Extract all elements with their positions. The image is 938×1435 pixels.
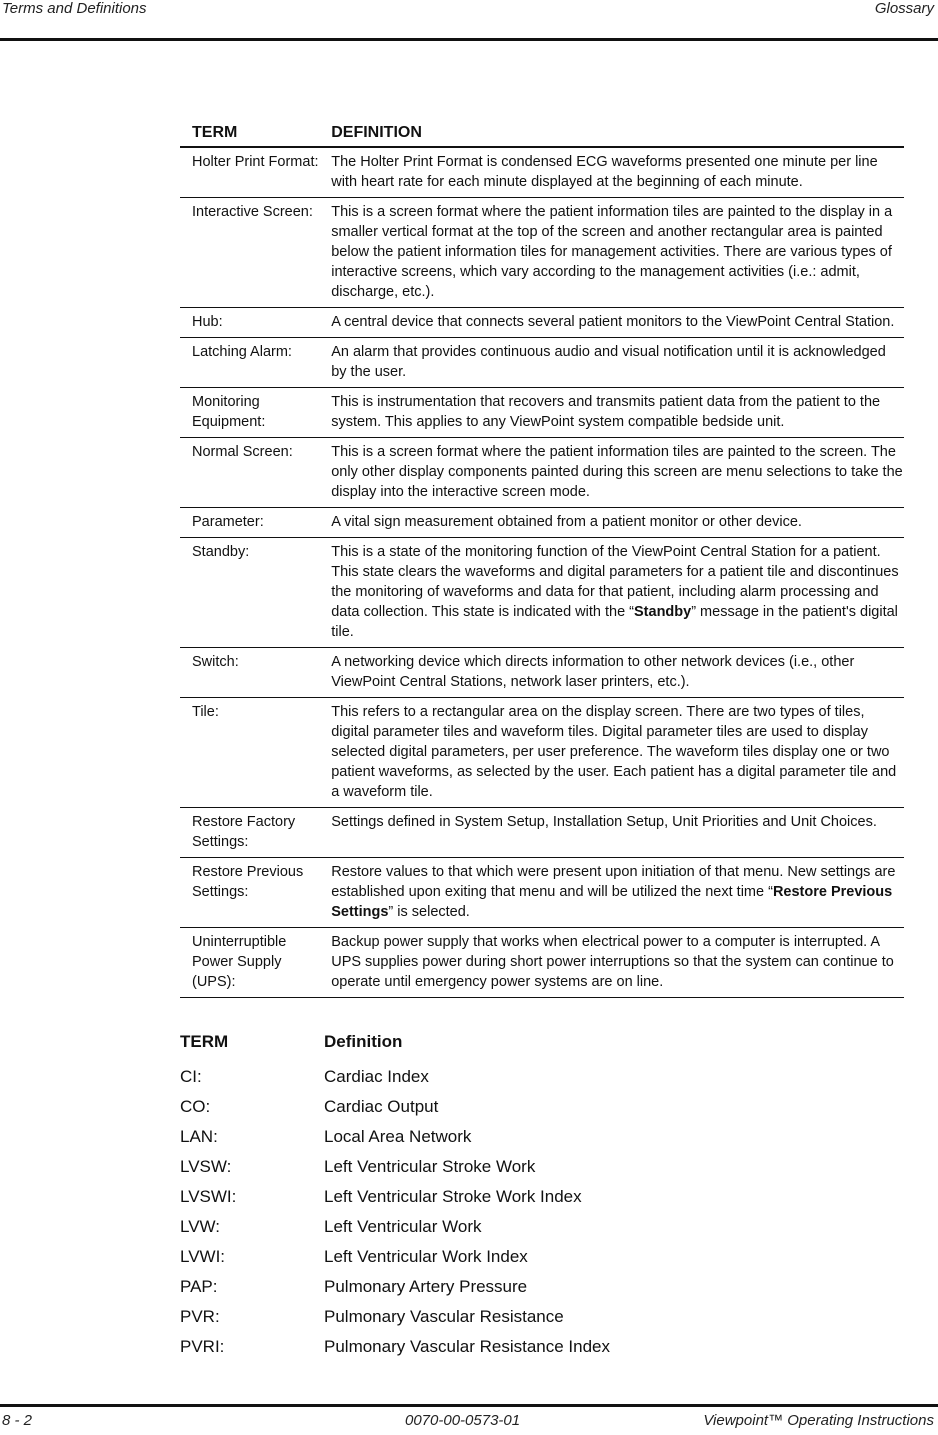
- glossary-definition-heading: DEFINITION: [319, 122, 904, 147]
- glossary-table: [180, 122, 904, 998]
- abbreviation-table: [180, 1030, 900, 1362]
- glossary-row: [180, 858, 904, 928]
- glossary-row: [180, 147, 904, 198]
- document-number: 0070-00-0573-01: [405, 1412, 521, 1429]
- abbreviation-definition: Left Ventricular Stroke Work Index: [324, 1187, 582, 1206]
- abbreviation-definition: Pulmonary Vascular Resistance: [324, 1307, 564, 1326]
- manual-title: Viewpoint™ Operating Instructions: [703, 1412, 934, 1429]
- abbreviation-header-row: [180, 1030, 900, 1062]
- glossary-term: Hub:: [180, 308, 319, 338]
- glossary-definition: This refers to a rectangular area on the display screen. There are two types of tiles, digital parameter tiles and waveform tiles. Digital parameter tiles are used to display selected digital parameters, per user preference. The waveform tiles display one or two patient waveforms, as selected by the user. Each patient has a digital parameter tile and a waveform tile.: [319, 698, 904, 808]
- glossary-term: Standby:: [180, 538, 319, 648]
- header-rule: [0, 38, 938, 41]
- glossary-body: [180, 147, 904, 998]
- glossary-term: Normal Screen:: [180, 438, 319, 508]
- definition-text: ” is selected.: [388, 904, 470, 920]
- glossary-definition: A networking device which directs information to other network devices (i.e., other ViewPoint Central Stations, network laser printers, etc.).: [319, 648, 904, 698]
- abbreviation-row: [180, 1302, 900, 1332]
- abbreviation-definition: Cardiac Index: [324, 1067, 429, 1086]
- glossary-row: [180, 538, 904, 648]
- abbreviation-term: LVSW:: [180, 1157, 232, 1176]
- footer-rule: [0, 1404, 938, 1407]
- abbreviation-term: LVSWI:: [180, 1187, 237, 1206]
- glossary-term: Latching Alarm:: [180, 338, 319, 388]
- abbreviation-term: PVRI:: [180, 1337, 225, 1356]
- page-number: 8 - 2: [2, 1412, 33, 1429]
- glossary-definition: This is instrumentation that recovers and transmits patient data from the patient to the system. This applies to any ViewPoint system compatible bedside unit.: [319, 388, 904, 438]
- glossary-definition: Backup power supply that works when electrical power to a computer is interrupted. A UPS supplies power during short power interruptions so that the system can continue to operate until emergency power systems are on line.: [319, 928, 904, 998]
- abbreviation-term: LAN:: [180, 1127, 218, 1146]
- glossary-definition: This is a screen format where the patient information tiles are painted to the screen. The only other display components painted during this screen are menu selections to take the display into the interactive screen mode.: [319, 438, 904, 508]
- abbreviation-row: [180, 1212, 900, 1242]
- abbreviation-definition: Pulmonary Artery Pressure: [324, 1277, 528, 1296]
- abbreviation-definition-heading: Definition: [324, 1032, 403, 1051]
- glossary-definition: An alarm that provides continuous audio and visual notification until it is acknowledged by the user.: [319, 338, 904, 388]
- abbreviation-row: [180, 1272, 900, 1302]
- abbreviation-definition: Left Ventricular Work: [324, 1217, 482, 1236]
- glossary-term: Restore Previous Settings:: [180, 858, 319, 928]
- abbreviation-term: LVWI:: [180, 1247, 226, 1266]
- glossary-row: [180, 308, 904, 338]
- abbreviation-row: [180, 1122, 900, 1152]
- abbreviation-term: CO:: [180, 1097, 211, 1116]
- glossary-term: Switch:: [180, 648, 319, 698]
- glossary-row: [180, 508, 904, 538]
- abbreviation-body: [180, 1062, 900, 1362]
- glossary-term: Holter Print Format:: [180, 147, 319, 198]
- abbreviation-term: PAP:: [180, 1277, 218, 1296]
- abbreviation-row: [180, 1152, 900, 1182]
- glossary-term: Tile:: [180, 698, 319, 808]
- abbreviation-term: CI:: [180, 1067, 202, 1086]
- glossary-term: Monitoring Equipment:: [180, 388, 319, 438]
- running-header-left: Terms and Definitions: [2, 0, 147, 17]
- abbreviation-row: [180, 1332, 900, 1362]
- glossary-header-row: [180, 122, 904, 147]
- definition-text: This is a state of the monitoring function of the ViewPoint Central Station for a patient. This state clears the waveforms and digital parameters for a patient tile and discontinues the monitoring of waveforms and data for that patient, including alarm processing and data collection. This state is indicated with the “: [331, 544, 899, 620]
- glossary-row: [180, 198, 904, 308]
- abbreviation-row: [180, 1182, 900, 1212]
- definition-emphasis: Restore Previous Settings: [331, 884, 893, 920]
- abbreviation-term-heading: TERM: [180, 1032, 229, 1051]
- glossary-term: Parameter:: [180, 508, 319, 538]
- abbreviation-definition: Pulmonary Vascular Resistance Index: [324, 1337, 610, 1356]
- abbreviation-definition: Cardiac Output: [324, 1097, 439, 1116]
- glossary-term: Uninterruptible Power Supply (UPS):: [180, 928, 319, 998]
- definition-text: Restore values to that which were present upon initiation of that menu. New settings are established upon exiting that menu and will be utilized the next time “: [331, 864, 896, 900]
- glossary-row: [180, 698, 904, 808]
- abbreviation-row: [180, 1062, 900, 1092]
- glossary-row: [180, 808, 904, 858]
- glossary-definition: Settings defined in System Setup, Installation Setup, Unit Priorities and Unit Choices.: [319, 808, 904, 858]
- glossary-definition: A central device that connects several patient monitors to the ViewPoint Central Station.: [319, 308, 904, 338]
- abbreviation-definition: Left Ventricular Stroke Work: [324, 1157, 536, 1176]
- glossary-definition: The Holter Print Format is condensed ECG waveforms presented one minute per line with heart rate for each minute displayed at the beginning of each minute.: [319, 147, 904, 198]
- abbreviation-definition: Local Area Network: [324, 1127, 472, 1146]
- abbreviation-definition: Left Ventricular Work Index: [324, 1247, 528, 1266]
- glossary-row: [180, 928, 904, 998]
- glossary-definition: [319, 858, 904, 928]
- glossary-term: Interactive Screen:: [180, 198, 319, 308]
- glossary-definition: A vital sign measurement obtained from a patient monitor or other device.: [319, 508, 904, 538]
- abbreviation-row: [180, 1092, 900, 1122]
- glossary-definition: This is a screen format where the patient information tiles are painted to the display in a smaller vertical format at the top of the screen and another rectangular area is painted below the patient information tiles for management activities. There are various types of interactive screens, which vary according to the management activities (i.e.: admit, discharge, etc.).: [319, 198, 904, 308]
- glossary-row: [180, 388, 904, 438]
- abbreviation-term: LVW:: [180, 1217, 220, 1236]
- abbreviation-row: [180, 1242, 900, 1272]
- abbreviation-term: PVR:: [180, 1307, 220, 1326]
- definition-text: ” message in the patient's digital tile.: [331, 604, 898, 640]
- running-header-right: Glossary: [874, 0, 934, 17]
- glossary-row: [180, 648, 904, 698]
- definition-emphasis: Standby: [634, 604, 692, 620]
- glossary-definition: [319, 538, 904, 648]
- glossary-term-heading: TERM: [180, 122, 319, 147]
- glossary-row: [180, 338, 904, 388]
- glossary-term: Restore Factory Settings:: [180, 808, 319, 858]
- glossary-row: [180, 438, 904, 508]
